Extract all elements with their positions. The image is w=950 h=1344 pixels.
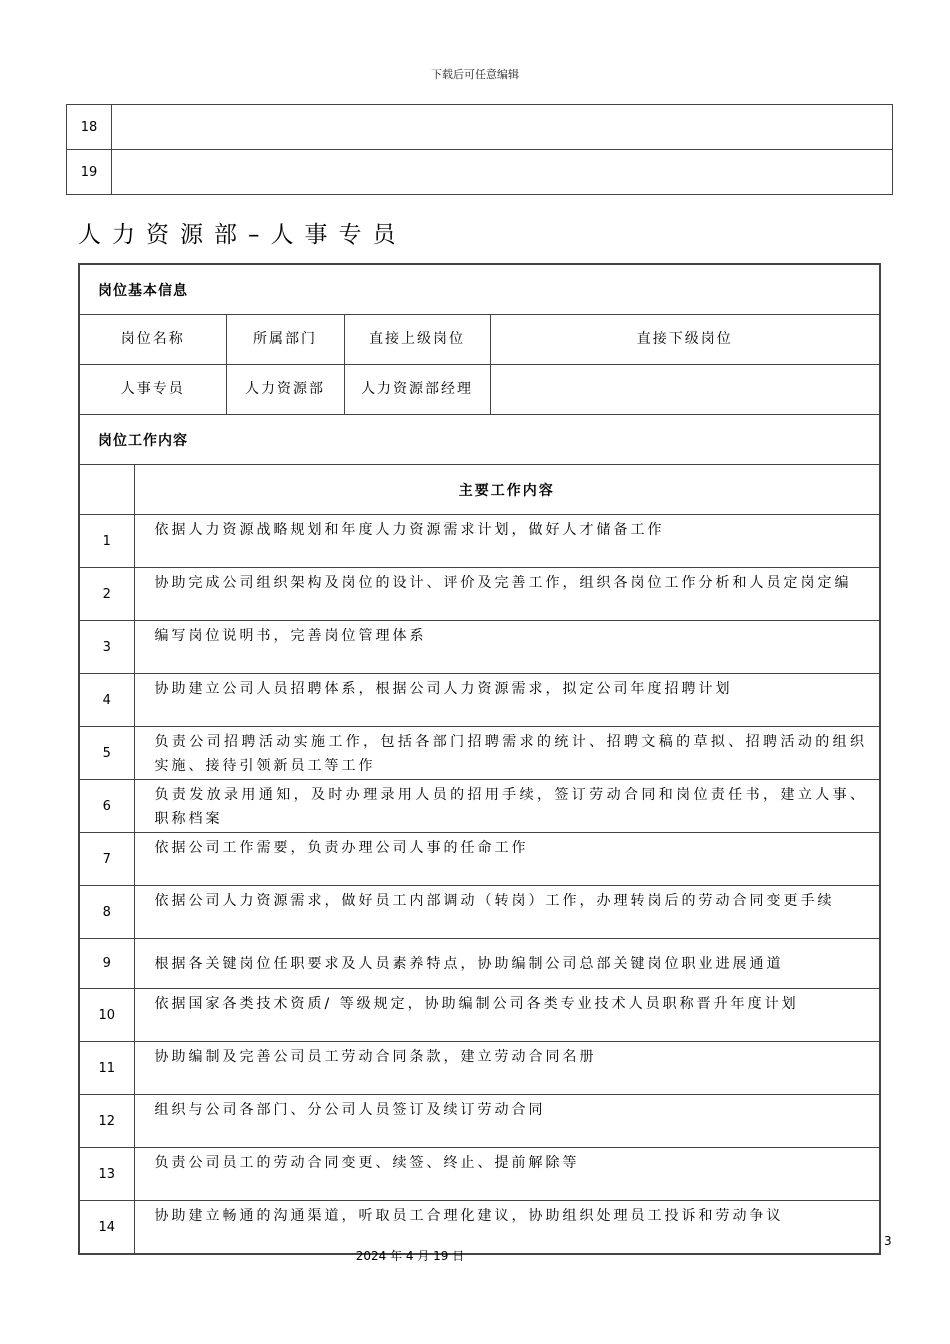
task-row — [79, 1042, 880, 1095]
task-row — [79, 568, 880, 621]
task-row — [79, 833, 880, 886]
task-text: 负责公司招聘活动实施工作，包括各部门招聘需求的统计、招聘文稿的草拟、招聘活动的组织实施、接待引领新员工等工作 — [134, 727, 880, 780]
task-row — [79, 1095, 880, 1148]
page-number: 3 — [884, 1234, 892, 1248]
row-number: 18 — [67, 105, 112, 150]
task-number: 6 — [79, 780, 134, 833]
value-direct-subordinate — [490, 365, 880, 415]
task-number: 9 — [79, 939, 134, 989]
task-row — [79, 989, 880, 1042]
col-department: 所属部门 — [226, 315, 344, 365]
task-number: 11 — [79, 1042, 134, 1095]
table-row — [67, 150, 893, 195]
task-number: 12 — [79, 1095, 134, 1148]
task-row — [79, 1201, 880, 1255]
header-note: 下载后可任意编辑 — [431, 68, 519, 81]
task-text: 协助编制及完善公司员工劳动合同条款，建立劳动合同名册 — [134, 1042, 880, 1095]
task-text: 依据公司人力资源需求，做好员工内部调动（转岗）工作，办理转岗后的劳动合同变更手续 — [134, 886, 880, 939]
job-description-table — [78, 263, 881, 1255]
row-content — [112, 150, 893, 195]
task-text: 组织与公司各部门、分公司人员签订及续订劳动合同 — [134, 1095, 880, 1148]
value-direct-superior: 人力资源部经理 — [344, 365, 490, 415]
task-row — [79, 621, 880, 674]
main-work-header: 主要工作内容 — [134, 465, 880, 515]
col-direct-subordinate: 直接下级岗位 — [490, 315, 880, 365]
task-row — [79, 939, 880, 989]
task-row — [79, 515, 880, 568]
task-text: 编写岗位说明书，完善岗位管理体系 — [134, 621, 880, 674]
col-direct-superior: 直接上级岗位 — [344, 315, 490, 365]
table-row — [67, 105, 893, 150]
task-number: 13 — [79, 1148, 134, 1201]
task-number: 1 — [79, 515, 134, 568]
task-text: 依据国家各类技术资质/ 等级规定，协助编制公司各类专业技术人员职称晋升年度计划 — [134, 989, 880, 1042]
task-row — [79, 780, 880, 833]
task-number: 8 — [79, 886, 134, 939]
section-title: 人力资源部–人事专员 — [78, 222, 407, 248]
task-row — [79, 727, 880, 780]
task-number: 10 — [79, 989, 134, 1042]
task-number: 7 — [79, 833, 134, 886]
work-content-heading: 岗位工作内容 — [79, 415, 880, 465]
blank-number-header — [79, 465, 134, 515]
task-text: 协助建立公司人员招聘体系，根据公司人力资源需求，拟定公司年度招聘计划 — [134, 674, 880, 727]
value-department: 人力资源部 — [226, 365, 344, 415]
task-text: 负责发放录用通知，及时办理录用人员的招用手续，签订劳动合同和岗位责任书，建立人事、职称档案 — [134, 780, 880, 833]
row-number: 19 — [67, 150, 112, 195]
row-content — [112, 105, 893, 150]
task-text: 协助完成公司组织架构及岗位的设计、评价及完善工作，组织各岗位工作分析和人员定岗定编 — [134, 568, 880, 621]
task-text: 依据公司工作需要，负责办理公司人事的任命工作 — [134, 833, 880, 886]
basic-info-heading: 岗位基本信息 — [79, 264, 880, 315]
task-number: 3 — [79, 621, 134, 674]
task-number: 2 — [79, 568, 134, 621]
task-text: 协助建立畅通的沟通渠道，听取员工合理化建议，协助组织处理员工投诉和劳动争议 — [134, 1201, 880, 1255]
col-position-name: 岗位名称 — [79, 315, 226, 365]
task-number: 5 — [79, 727, 134, 780]
task-row — [79, 674, 880, 727]
task-text: 根据各关键岗位任职要求及人员素养特点，协助编制公司总部关键岗位职业进展通道 — [134, 939, 880, 989]
value-position-name: 人事专员 — [79, 365, 226, 415]
task-number: 4 — [79, 674, 134, 727]
task-text: 依据人力资源战略规划和年度人力资源需求计划，做好人才储备工作 — [134, 515, 880, 568]
footer-date: 2024 年 4 月 19 日 — [355, 1249, 465, 1263]
task-text: 负责公司员工的劳动合同变更、续签、终止、提前解除等 — [134, 1148, 880, 1201]
task-number: 14 — [79, 1201, 134, 1255]
previous-table-continuation — [66, 104, 893, 195]
task-row — [79, 1148, 880, 1201]
task-row — [79, 886, 880, 939]
